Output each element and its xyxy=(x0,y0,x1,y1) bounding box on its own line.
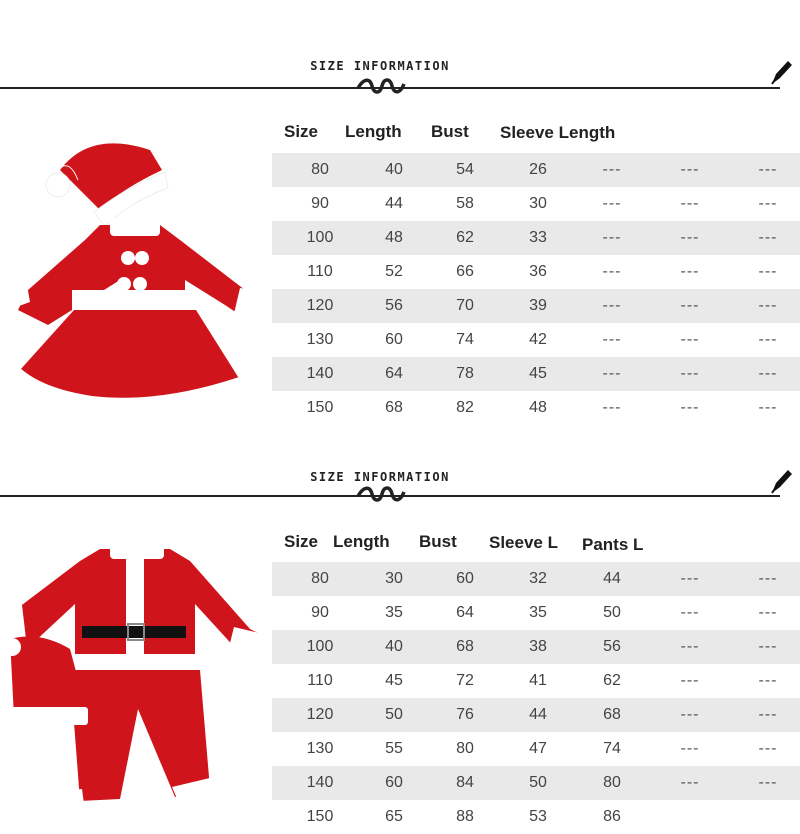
table-cell: 110 xyxy=(307,263,333,280)
table-cell: 110 xyxy=(307,672,333,689)
table-cell: --- xyxy=(758,774,778,791)
table-cell: 53 xyxy=(529,808,547,825)
col-header-sleeve-l: Sleeve L xyxy=(489,533,558,552)
table-cell: --- xyxy=(602,263,622,280)
table-cell: 80 xyxy=(311,161,329,178)
table-row xyxy=(272,187,800,221)
table-cell: 38 xyxy=(529,638,547,655)
table-cell: 66 xyxy=(456,263,474,280)
col-header-length: Length xyxy=(345,122,402,141)
table-cell: 84 xyxy=(456,774,474,791)
table-cell: 74 xyxy=(456,331,474,348)
table-cell: --- xyxy=(602,161,622,178)
table-cell: 68 xyxy=(385,399,403,416)
table-cell: --- xyxy=(680,672,700,689)
table-cell: 80 xyxy=(456,740,474,757)
table-cell: 62 xyxy=(603,672,621,689)
table-cell: 26 xyxy=(529,161,547,178)
table-cell: 65 xyxy=(385,808,403,825)
table-cell: 60 xyxy=(385,331,403,348)
table-cell: 30 xyxy=(529,195,547,212)
table-cell: 62 xyxy=(456,229,474,246)
table-cell: --- xyxy=(680,399,700,416)
table-cell: 86 xyxy=(603,808,621,825)
table-cell: --- xyxy=(680,570,700,587)
col-header-length: Length xyxy=(333,532,390,551)
table-cell: --- xyxy=(602,331,622,348)
table-cell: --- xyxy=(758,297,778,314)
table-cell: --- xyxy=(680,638,700,655)
table-cell: --- xyxy=(680,195,700,212)
table-cell: 88 xyxy=(456,808,474,825)
table-cell: --- xyxy=(758,706,778,723)
table-cell: 35 xyxy=(529,604,547,621)
table-cell: 44 xyxy=(603,570,621,587)
table-cell: 33 xyxy=(529,229,547,246)
table-cell: 68 xyxy=(456,638,474,655)
table-cell: 36 xyxy=(529,263,547,280)
table-cell: 150 xyxy=(306,399,334,416)
table-cell: 64 xyxy=(456,604,474,621)
table-cell: 50 xyxy=(385,706,403,723)
table-row xyxy=(272,357,800,391)
table-cell: 44 xyxy=(385,195,403,212)
table-cell: --- xyxy=(758,263,778,280)
table-cell: --- xyxy=(602,365,622,382)
size-table-suit xyxy=(272,562,800,834)
table-cell: 130 xyxy=(306,740,334,757)
santa-dress-image xyxy=(0,130,270,415)
table-cell: --- xyxy=(680,604,700,621)
table-cell: --- xyxy=(758,672,778,689)
table-cell: --- xyxy=(680,774,700,791)
col-header-pants-l: Pants L xyxy=(582,535,644,554)
col-header-bust: Bust xyxy=(431,122,469,141)
table-row xyxy=(272,221,800,255)
table-row xyxy=(272,289,800,323)
table-cell: 130 xyxy=(306,331,334,348)
table-row xyxy=(272,630,800,664)
table-cell: 70 xyxy=(456,297,474,314)
table-cell: 76 xyxy=(456,706,474,723)
pen-icon xyxy=(768,467,794,497)
table-cell: --- xyxy=(680,161,700,178)
section-title: SIZE INFORMATION xyxy=(310,470,450,484)
table-cell: 41 xyxy=(529,672,547,689)
table-cell: --- xyxy=(602,297,622,314)
table-cell: 80 xyxy=(311,570,329,587)
table-cell: 52 xyxy=(385,263,403,280)
table-cell: --- xyxy=(680,331,700,348)
table-cell: 35 xyxy=(385,604,403,621)
col-header-size: Size xyxy=(284,532,319,551)
table-cell: 45 xyxy=(385,672,403,689)
table-cell: 120 xyxy=(306,297,334,314)
table-cell: --- xyxy=(758,365,778,382)
table-cell: 100 xyxy=(306,638,334,655)
table-row xyxy=(272,800,800,834)
size-table-dress xyxy=(272,153,800,425)
table-cell: 100 xyxy=(306,229,334,246)
table-cell: --- xyxy=(758,331,778,348)
table-cell: --- xyxy=(680,740,700,757)
swirl-ornament-icon xyxy=(356,484,406,506)
table-cell: 60 xyxy=(385,774,403,791)
table-cell: 78 xyxy=(456,365,474,382)
col-header-size: Size xyxy=(284,122,319,141)
table-cell: --- xyxy=(602,195,622,212)
table-cell: 44 xyxy=(529,706,547,723)
table-cell: 40 xyxy=(385,161,403,178)
table-row xyxy=(272,596,800,630)
table-cell: 90 xyxy=(311,604,329,621)
col-header-sleeve-length: Sleeve Length xyxy=(500,123,616,142)
table-cell: 80 xyxy=(603,774,621,791)
table-row xyxy=(272,153,800,187)
table-cell: 90 xyxy=(311,195,329,212)
table-cell: 150 xyxy=(306,808,334,825)
table-cell: 120 xyxy=(306,706,334,723)
table-cell: --- xyxy=(680,365,700,382)
table-cell: 72 xyxy=(456,672,474,689)
table-cell: 54 xyxy=(456,161,474,178)
table-cell: --- xyxy=(758,604,778,621)
table-cell: 68 xyxy=(603,706,621,723)
table-cell: 32 xyxy=(529,570,547,587)
table-cell: --- xyxy=(602,399,622,416)
pen-icon xyxy=(768,58,794,88)
table-row xyxy=(272,766,800,800)
section-title: SIZE INFORMATION xyxy=(310,59,450,73)
table-cell: --- xyxy=(758,638,778,655)
table-cell: 56 xyxy=(603,638,621,655)
table-cell: --- xyxy=(758,161,778,178)
table-row xyxy=(272,323,800,357)
table-cell: --- xyxy=(758,570,778,587)
table-row xyxy=(272,698,800,732)
table-cell: --- xyxy=(758,195,778,212)
table-cell: 48 xyxy=(385,229,403,246)
table-cell: 58 xyxy=(456,195,474,212)
table-cell: --- xyxy=(758,229,778,246)
table-cell: --- xyxy=(602,229,622,246)
table-row xyxy=(272,562,800,596)
table-cell: --- xyxy=(680,297,700,314)
table-cell: 30 xyxy=(385,570,403,587)
table-cell: 55 xyxy=(385,740,403,757)
table-cell: 45 xyxy=(529,365,547,382)
table-cell: 64 xyxy=(385,365,403,382)
table-cell: 56 xyxy=(385,297,403,314)
table-cell xyxy=(660,800,720,834)
table-cell: 50 xyxy=(529,774,547,791)
table-row xyxy=(272,255,800,289)
table-cell: --- xyxy=(680,263,700,280)
table-cell: 82 xyxy=(456,399,474,416)
table-cell: 74 xyxy=(603,740,621,757)
table-cell: 42 xyxy=(529,331,547,348)
table-cell xyxy=(738,800,798,834)
table-cell: 48 xyxy=(529,399,547,416)
size-section-suit xyxy=(0,455,800,834)
table-row xyxy=(272,664,800,698)
swirl-ornament-icon xyxy=(356,76,406,98)
table-cell: 47 xyxy=(529,740,547,757)
table-row xyxy=(272,391,800,425)
table-cell: 40 xyxy=(385,638,403,655)
table-cell: 60 xyxy=(456,570,474,587)
table-cell: 140 xyxy=(306,365,334,382)
table-cell: --- xyxy=(680,706,700,723)
santa-suit-image xyxy=(0,539,272,834)
table-cell: --- xyxy=(680,229,700,246)
table-cell: 140 xyxy=(306,774,334,791)
table-cell: --- xyxy=(758,740,778,757)
table-cell: --- xyxy=(758,399,778,416)
table-cell: 50 xyxy=(603,604,621,621)
col-header-bust: Bust xyxy=(419,532,457,551)
table-cell: 39 xyxy=(529,297,547,314)
table-row xyxy=(272,732,800,766)
